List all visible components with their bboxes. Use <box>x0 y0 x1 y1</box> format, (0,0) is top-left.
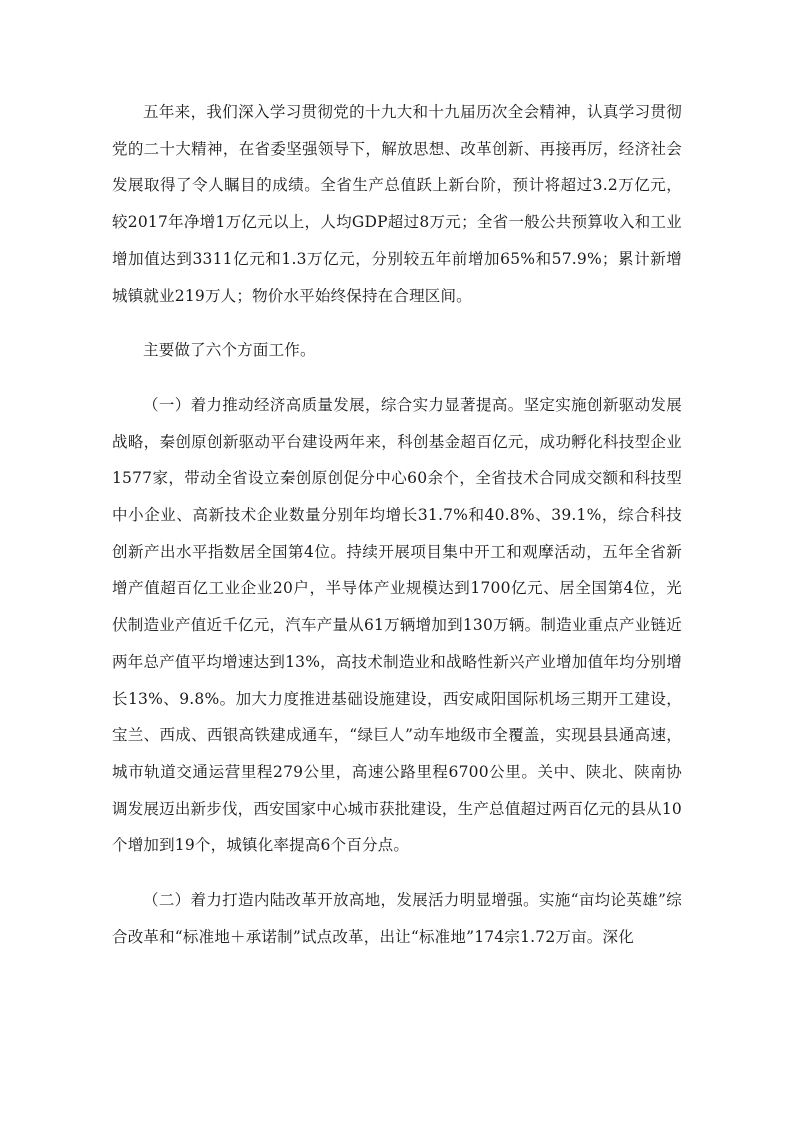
paragraph-intro: 五年来，我们深入学习贯彻党的十九大和十九届历次全会精神，认真学习贯彻党的二十大精神，在省委坚强领导下，解放思想、改革创新、再接再厉，经济社会发展取得了令人瞩目的成绩。全省生产总值跃上新台阶，预计将超过3.2万亿元，较2017年净增1万亿元以上，人均GDP超过8万元；全省一般公共预算收入和工业增加值达到3311亿元和1.3万亿元，分别较五年前增加65%和57.9%；累计新增城镇就业219万人；物价水平始终保持在合理区间。 <box>112 103 682 305</box>
paragraph-section-1: （一）着力推动经济高质量发展，综合实力显著提高。坚定实施创新驱动发展战略，秦创原创新驱动平台建设两年来，科创基金超百亿元，成功孵化科技型企业1577家，带动全省设立秦创原创促分中心60余个，全省技术合同成交额和科技型中小企业、高新技术企业数量分别年均增长31.7%和40.8%、39.1%，综合科技创新产出水平指数居全国第4位。持续开展项目集中开工和观摩活动，五年全省新增产值超百亿工业企业20户，半导体产业规模达到1700亿元、居全国第4位，光伏制造业产值近千亿元，汽车产量从61万辆增加到130万辆。制造业重点产业链近两年总产值平均增速达到13%，高技术制造业和战略性新兴产业增加值年均分别增长13%、9.8%。加大力度推进基础设施建设，西安咸阳国际机场三期开工建设，宝兰、西成、西银高铁建成通车，“绿巨人”动车地级市全覆盖，实现县县通高速，城市轨道交通运营里程279公里，高速公路里程6700公里。关中、陕北、陕南协调发展迈出新步伐，西安国家中心城市获批建设，生产总值超过两百亿元的县从10个增加到19个，城镇化率提高6个百分点。 <box>112 395 682 855</box>
document-body <box>112 94 682 955</box>
paragraph-section-2: （二）着力打造内陆改革开放高地，发展活力明显增强。实施“亩均论英雄”综合改革和“标准地＋承诺制”试点改革，出让“标准地”174宗1.72万亩。深化 <box>112 891 682 946</box>
paragraph-summary: 主要做了六个方面工作。 <box>143 341 316 360</box>
